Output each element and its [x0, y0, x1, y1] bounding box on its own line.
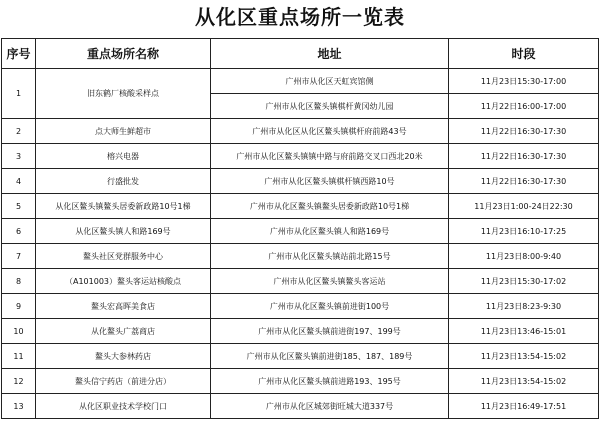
cell-place-name: 点大师生鲜超市 [36, 119, 211, 144]
table-row [2, 219, 599, 244]
cell-time: 11月23日1:00-24日22:30 [449, 194, 599, 219]
cell-seq: 4 [2, 169, 36, 194]
cell-time: 11月23日15:30-17:00 [449, 69, 599, 94]
cell-address: 广州市从化区鳌头镇前进街100号 [211, 294, 449, 319]
cell-seq: 7 [2, 244, 36, 269]
cell-place-name: 鳌头信宁药店（前进分店） [36, 369, 211, 394]
cell-time: 11月23日16:49-17:51 [449, 394, 599, 419]
header-seq: 序号 [2, 39, 36, 69]
cell-time: 11月23日8:00-9:40 [449, 244, 599, 269]
cell-place-name: 行盛批发 [36, 169, 211, 194]
cell-seq: 5 [2, 194, 36, 219]
cell-seq: 13 [2, 394, 36, 419]
cell-address: 广州市从化区鳌头镇鳌头居委新政路10号1梯 [211, 194, 449, 219]
cell-seq: 3 [2, 144, 36, 169]
cell-time: 11月22日16:30-17:30 [449, 169, 599, 194]
table-row [2, 394, 599, 419]
cell-address: 广州市从化区鳌头镇站前北路15号 [211, 244, 449, 269]
cell-address: 广州市从化区鳌头镇前进街197、199号 [211, 319, 449, 344]
cell-seq: 6 [2, 219, 36, 244]
cell-address: 广州市从化区鳌头镇前进路193、195号 [211, 369, 449, 394]
cell-time: 11月23日13:54-15:02 [449, 344, 599, 369]
cell-time: 11月23日13:46-15:01 [449, 319, 599, 344]
cell-time: 11月22日16:30-17:30 [449, 144, 599, 169]
table-row [2, 294, 599, 319]
table-row [2, 144, 599, 169]
cell-seq: 2 [2, 119, 36, 144]
cell-seq: 8 [2, 269, 36, 294]
table-body [2, 69, 599, 419]
cell-seq: 12 [2, 369, 36, 394]
table-row [2, 119, 599, 144]
page-title: 从化区重点场所一览表 [195, 5, 405, 29]
cell-place-name: 鳌头大参林药店 [36, 344, 211, 369]
cell-time: 11月22日16:30-17:30 [449, 119, 599, 144]
cell-address: 广州市从化区从化区鳌头镇棋杆府前路43号 [211, 119, 449, 144]
cell-place-name: 从化区鳌头镇鳌头居委新政路10号1梯 [36, 194, 211, 219]
table-row [2, 169, 599, 194]
cell-address: 广州市从化区鳌头镇镇中路与府前路交叉口西北20米 [211, 144, 449, 169]
header-address: 地址 [211, 39, 449, 69]
cell-place-name: 从化区职业技术学校门口 [36, 394, 211, 419]
cell-address: 广州市从化区城郊街旺城大道337号 [211, 394, 449, 419]
cell-address: 广州市从化区鳌头镇前进街185、187、189号 [211, 344, 449, 369]
cell-place-name: 从化区鳌头镇人和路169号 [36, 219, 211, 244]
cell-address: 广州市从化区鳌头镇鳌头客运站 [211, 269, 449, 294]
cell-time: 11月23日8:23-9:30 [449, 294, 599, 319]
cell-address: 广州市从化区鳌头镇人和路169号 [211, 219, 449, 244]
cell-time: 11月22日16:00-17:00 [449, 94, 599, 119]
cell-place-name: 旧东鹤厂核酸采样点 [36, 69, 211, 119]
cell-address: 广州市从化区鳌头镇棋杆镇西路10号 [211, 169, 449, 194]
cell-time: 11月23日13:54-15:02 [449, 369, 599, 394]
header-time: 时段 [449, 39, 599, 69]
cell-time: 11月23日15:30-17:02 [449, 269, 599, 294]
cell-place-name: 榕兴电器 [36, 144, 211, 169]
cell-address: 广州市从化区天虹宾馆侧 [211, 69, 449, 94]
cell-place-name: 从化鳌头广荔商店 [36, 319, 211, 344]
cell-seq: 10 [2, 319, 36, 344]
cell-seq: 9 [2, 294, 36, 319]
cell-place-name: 鳌头社区党群服务中心 [36, 244, 211, 269]
cell-place-name: （A101003）鳌头客运站核酸点 [36, 269, 211, 294]
table-row [2, 269, 599, 294]
cell-time: 11月23日16:10-17:25 [449, 219, 599, 244]
table-row [2, 194, 599, 219]
cell-seq: 1 [2, 69, 36, 119]
header-name: 重点场所名称 [36, 39, 211, 69]
table-row [2, 369, 599, 394]
table-row [2, 69, 599, 94]
cell-address: 广州市从化区鳌头镇棋杆黄冈幼儿园 [211, 94, 449, 119]
table-row [2, 319, 599, 344]
places-table [1, 38, 599, 419]
table-row [2, 244, 599, 269]
table-row [2, 344, 599, 369]
table-header-row [2, 39, 599, 69]
cell-place-name: 鳌头宏高晖美食店 [36, 294, 211, 319]
cell-seq: 11 [2, 344, 36, 369]
